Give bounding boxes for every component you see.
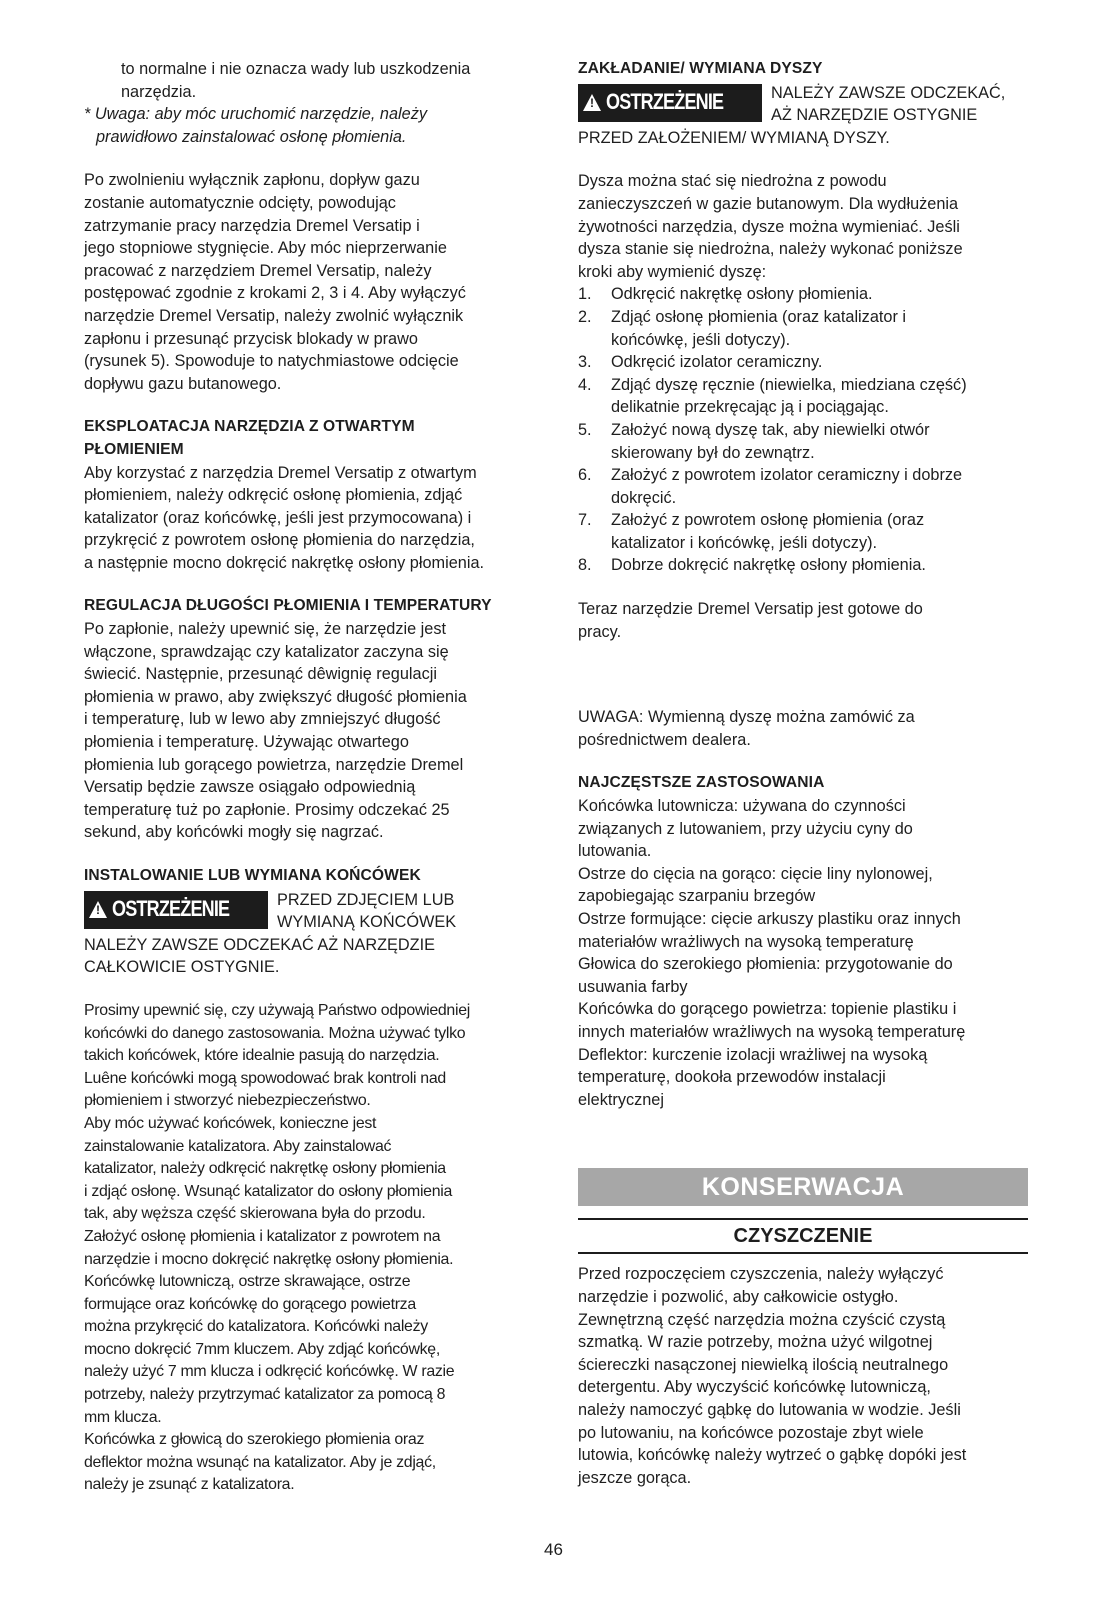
text-line: po lutowaniu, na końcówce pozostaje zbyt wiele: [578, 1423, 924, 1442]
text-line: katalizator, należy odkręcić nakrętkę osłony płomienia: [84, 1160, 446, 1178]
text-line: katalizator i końcówkę, jeśli dotyczy).: [611, 533, 878, 552]
ready-paragraph: [578, 598, 1028, 643]
text-line: można przykręcić do katalizatora. Końcówki należy: [84, 1318, 428, 1336]
warning-full-text: [578, 127, 1028, 150]
warning-badge: [84, 891, 268, 929]
text-line: końcówkę, jeśli dotyczy).: [611, 330, 791, 349]
step-text: [611, 419, 930, 464]
text-line: WYMIANĄ KOŃCÓWEK: [277, 913, 457, 932]
text-line: jeszcze gorąca.: [578, 1468, 692, 1487]
page-number: 46: [544, 1540, 563, 1559]
step-text: [611, 306, 906, 351]
warning-badge-label: OSTRZEŻENIE: [112, 896, 230, 922]
warning-triangle-icon: [583, 94, 601, 111]
text-line: szmatką. W razie potrzeby, można użyć wilgotnej: [578, 1333, 933, 1352]
text-line: katalizator (oraz końcówkę, jeśli jest przymocowana) i: [84, 508, 472, 527]
step-text: [611, 374, 967, 419]
text-line: płomieniem i stworzyć niebezpieczeństwo.: [84, 1092, 371, 1110]
nozzle-step: [578, 283, 1028, 306]
text-line: jego stopniowe stygnięcie. Aby móc nieprzerwanie: [84, 239, 447, 258]
tip-warning: [84, 888, 534, 934]
text-line: CAŁKOWICIE OSTYGNIE.: [84, 958, 280, 977]
text-line: PRZED ZDJĘCIEM LUB: [277, 890, 455, 909]
text-line: końcówki do danego zastosowania. Można używać tylko: [84, 1024, 466, 1042]
step-text: [611, 351, 822, 374]
nozzle-step: [578, 464, 1028, 509]
text-line: sekund, aby końcówki mogły się nagrzać.: [84, 823, 384, 842]
text-line: lutowia, końcówkę należy wytrzeć o gąbkę dopóki jest: [578, 1446, 967, 1465]
text-line: lutowania.: [578, 842, 652, 861]
step-number: 3.: [578, 353, 592, 372]
text-line: Luêne końcówki mogą spowodować brak kontroli nad: [84, 1069, 446, 1087]
subsection-title-cleaning: CZYSZCZENIE: [578, 1218, 1028, 1254]
nozzle-steps-list: [578, 283, 1028, 577]
text-line: zapobiegając szarpaniu brzegów: [578, 887, 816, 906]
text-line: NALEŻY ZAWSZE ODCZEKAĆ AŻ NARZĘDZIE: [84, 935, 435, 954]
nozzle-warning: [578, 81, 1028, 127]
text-line: mocno dokręcić 7mm kluczem. Aby zdjąć końcówkę,: [84, 1340, 440, 1358]
heading-flame-regulation: REGULACJA DŁUGOŚCI PŁOMIENIA I TEMPERATURY: [84, 597, 492, 615]
flame-regulation-paragraph: [84, 618, 534, 844]
text-line: Zdjąć dyszę ręcznie (niewielka, miedziana część): [611, 375, 967, 394]
text-line: Aby korzystać z narzędzia Dremel Versatip z otwartym: [84, 463, 477, 482]
text-line: Zewnętrzną część narzędzia można czyścić czystą: [578, 1310, 946, 1329]
ignition-release-paragraph: [84, 169, 534, 395]
text-line: Przed rozpoczęciem czyszczenia, należy wyłączyć: [578, 1265, 944, 1284]
text-line: Teraz narzędzie Dremel Versatip jest gotowe do: [578, 600, 923, 619]
text-line: pracować z narzędziem Dremel Versatip, należy: [84, 261, 432, 280]
nozzle-step: [578, 306, 1028, 351]
heading-applications: NAJCZĘSTSZE ZASTOSOWANIA: [578, 774, 825, 792]
text-line: Końcówka do gorącego powietrza: topienie plastiku i: [578, 1000, 957, 1019]
text-line: to normalne i nie oznacza wady lub uszkodzenia: [121, 60, 471, 78]
warning-full-text: [84, 934, 534, 979]
text-line: dysza stanie się niedrożna, należy wykonać poniższe: [578, 240, 963, 259]
text-line: zostanie automatycznie odcięty, powodując: [84, 193, 396, 212]
text-line: płomienia w prawo, aby zwiększyć długość płomienia: [84, 687, 467, 706]
text-line: narzędzie Dremel Versatip, należy zwolnić wyłącznik: [84, 306, 464, 325]
text-line: i temperaturę, lub w lewo aby zmniejszyć długość: [84, 710, 441, 729]
text-line: kroki aby wymienić dyszę:: [578, 262, 767, 281]
text-line: pośrednictwem dealera.: [578, 730, 751, 749]
note-paragraph: [578, 706, 1028, 751]
right-column: [578, 58, 1028, 1489]
text-line: skierowany był do zewnątrz.: [611, 443, 815, 462]
step-number: 4.: [578, 375, 592, 394]
heading-open-flame: [84, 416, 534, 461]
text-line: elektrycznej: [578, 1090, 664, 1109]
text-line: * Uwaga: aby móc uruchomić narzędzie, należy: [84, 105, 427, 124]
text-line: a następnie mocno dokręcić nakrętkę osłony płomienia.: [84, 553, 485, 572]
step-number: 6.: [578, 466, 592, 485]
text-line: Odkręcić izolator ceramiczny.: [611, 353, 823, 372]
intro-continuation: [84, 58, 534, 103]
text-line: UWAGA: Wymienną dyszę można zamówić za: [578, 708, 915, 727]
text-line: Założyć z powrotem izolator ceramiczny i dobrze: [611, 466, 963, 485]
step-number: 2.: [578, 307, 592, 326]
applications-paragraph: [578, 795, 1028, 1111]
text-line: i zdjąć osłonę. Wsunąć katalizator do osłony płomienia: [84, 1182, 453, 1200]
text-line: zatrzymanie pracy narzędzia Dremel Versatip i: [84, 216, 420, 235]
tip-installation-paragraph: [84, 1000, 534, 1497]
step-text: [611, 554, 926, 577]
text-line: należy je zsunąć z katalizatora.: [84, 1476, 295, 1494]
text-line: deflektor można wsunąć na katalizator. Aby je zdjąć,: [84, 1453, 436, 1471]
text-line: PŁOMIENIEM: [84, 440, 184, 458]
step-number: 7.: [578, 511, 592, 530]
step-text: [611, 464, 962, 509]
text-line: przykręcić z powrotem osłonę płomienia do narzędzia,: [84, 531, 475, 550]
text-line: dopływu gazu butanowego.: [84, 374, 282, 393]
text-line: narzędzia.: [121, 82, 197, 101]
text-line: Założyć z powrotem osłonę płomienia (oraz: [611, 511, 925, 530]
text-line: należy namoczyć gąbkę do lutowania w wodzie. Jeśli: [578, 1400, 961, 1419]
text-line: Końcówka lutownicza: używana do czynności: [578, 797, 906, 816]
heading-tip-installation: INSTALOWANIE LUB WYMIANA KOŃCÓWEK: [84, 867, 421, 884]
text-line: zapłonu i przesunąć przycisk blokady w prawo: [84, 329, 418, 348]
text-line: Prosimy upewnić się, czy używają Państwo odpowiedniej: [84, 1001, 470, 1019]
text-line: dokręcić.: [611, 488, 677, 507]
text-line: włączone, sprawdzając czy katalizator zaczyna się: [84, 642, 449, 661]
warning-side-text: [771, 81, 1005, 127]
warning-side-text: [277, 888, 456, 934]
text-line: detergentu. Aby wyczyścić końcówkę lutowniczą,: [578, 1378, 931, 1397]
step-number: 1.: [578, 285, 592, 304]
text-line: postępować zgodnie z krokami 2, 3 i 4. Aby wyłączyć: [84, 284, 466, 303]
step-text: [611, 283, 873, 306]
text-line: płomienia i temperaturę. Używając otwartego: [84, 733, 409, 752]
warning-badge: [578, 84, 762, 122]
text-line: Dysza można stać się niedrożna z powodu: [578, 172, 887, 191]
text-line: Ostrze do cięcia na gorąco: cięcie liny nylonowej,: [578, 864, 933, 883]
text-line: narzędzie i mocno dokręcić nakrętkę osłony płomienia.: [84, 1250, 454, 1268]
text-line: zainstalowanie katalizatora. Aby zainstalować: [84, 1137, 392, 1155]
text-line: AŻ NARZĘDZIE OSTYGNIE: [771, 106, 978, 125]
text-line: Zdjąć osłonę płomienia (oraz katalizator i: [611, 307, 907, 326]
nozzle-intro-paragraph: [578, 170, 1028, 283]
open-flame-paragraph: [84, 462, 534, 575]
text-line: formujące oraz końcówkę do gorącego powietrza: [84, 1295, 416, 1313]
text-line: EKSPLOATACJA NARZĘDZIA Z OTWARTYM: [84, 418, 415, 436]
text-line: Założyć nową dyszę tak, aby niewielki otwór: [611, 420, 930, 439]
text-line: Końcówkę lutowniczą, ostrze skrawające, ostrze: [84, 1273, 411, 1291]
text-line: mm klucza.: [84, 1408, 162, 1426]
nozzle-step: [578, 351, 1028, 374]
step-number: 8.: [578, 556, 592, 575]
text-line: temperaturę, dookoła przewodów instalacji: [578, 1068, 886, 1087]
text-line: tak, aby węższa część skierowana była do przodu.: [84, 1205, 426, 1223]
text-line: zanieczyszczeń w gazie butanowym. Dla wydłużenia: [578, 194, 959, 213]
cleaning-paragraph: [578, 1263, 1028, 1489]
heading-nozzle-replacement: ZAKŁADANIE/ WYMIANA DYSZY: [578, 60, 823, 77]
step-number: 5.: [578, 420, 592, 439]
text-line: płomienia lub gorącego powietrza, narzędzie Dremel: [84, 755, 464, 774]
text-line: narzędzie i pozwolić, aby całkowicie ostygło.: [578, 1287, 899, 1306]
text-line: Aby móc używać końcówek, konieczne jest: [84, 1114, 377, 1132]
text-line: NALEŻY ZAWSZE ODCZEKAĆ,: [771, 83, 1006, 102]
section-title-maintenance: KONSERWACJA: [578, 1168, 1028, 1206]
nozzle-step: [578, 554, 1028, 577]
text-line: innych materiałów wrażliwych na wysoką temperaturę: [578, 1022, 966, 1041]
intro-note: [84, 103, 534, 148]
text-line: żywotności narzędzia, dysze można wymieniać. Jeśli: [578, 217, 960, 236]
text-line: związanych z lutowaniem, przy użyciu cyny do: [578, 819, 913, 838]
text-line: Deflektor: kurczenie izolacji wrażliwej na wysoką: [578, 1045, 928, 1064]
text-line: pracy.: [578, 622, 622, 641]
text-line: Po zapłonie, należy upewnić się, że narzędzie jest: [84, 620, 447, 639]
text-line: Po zwolnieniu wyłącznik zapłonu, dopływ gazu: [84, 171, 420, 190]
text-line: takich końcówek, które idealnie pasują do narzędzia.: [84, 1047, 440, 1065]
text-line: ściereczki nasączonej niewielką ilością neutralnego: [578, 1355, 949, 1374]
text-line: usuwania farby: [578, 977, 688, 996]
text-line: PRZED ZAŁOŻENIEM/ WYMIANĄ DYSZY.: [578, 128, 890, 147]
nozzle-step: [578, 419, 1028, 464]
nozzle-step: [578, 509, 1028, 554]
text-line: Dobrze dokręcić nakrętkę osłony płomienia.: [611, 556, 926, 575]
text-line: temperaturę tuż po zapłonie. Prosimy odczekać 25: [84, 800, 450, 819]
left-column: [84, 58, 534, 1497]
warning-triangle-icon: [89, 901, 107, 918]
text-line: materiałów wrażliwych na wysoką temperaturę: [578, 932, 914, 951]
text-line: prawidłowo zainstalować osłonę płomienia.: [96, 127, 407, 146]
text-line: Założyć osłonę płomienia i katalizator z powrotem na: [84, 1227, 441, 1245]
text-line: świecić. Następnie, przesunąć dêwignię regulacji: [84, 665, 437, 684]
step-text: [611, 509, 924, 554]
text-line: potrzeby, należy przytrzymać katalizator za pomocą 8: [84, 1386, 446, 1404]
text-line: płomieniem, należy odkręcić osłonę płomienia, zdjąć: [84, 486, 463, 505]
text-line: Głowica do szerokiego płomienia: przygotowanie do: [578, 955, 953, 974]
text-line: Odkręcić nakrętkę osłony płomienia.: [611, 285, 873, 304]
text-line: (rysunek 5). Spowoduje to natychmiastowe odcięcie: [84, 352, 459, 371]
nozzle-step: [578, 374, 1028, 419]
text-line: Ostrze formujące: cięcie arkuszy plastiku oraz innych: [578, 910, 961, 928]
text-line: delikatnie przekręcając ją i pociągając.: [611, 398, 889, 417]
text-line: Versatip będzie zawsze osiągało odpowiednią: [84, 778, 416, 797]
warning-badge-label: OSTRZEŻENIE: [606, 89, 724, 115]
text-line: Końcówka z głowicą do szerokiego płomienia oraz: [84, 1431, 425, 1449]
text-line: należy użyć 7 mm klucza i odkręcić końcówkę. W razie: [84, 1363, 455, 1381]
